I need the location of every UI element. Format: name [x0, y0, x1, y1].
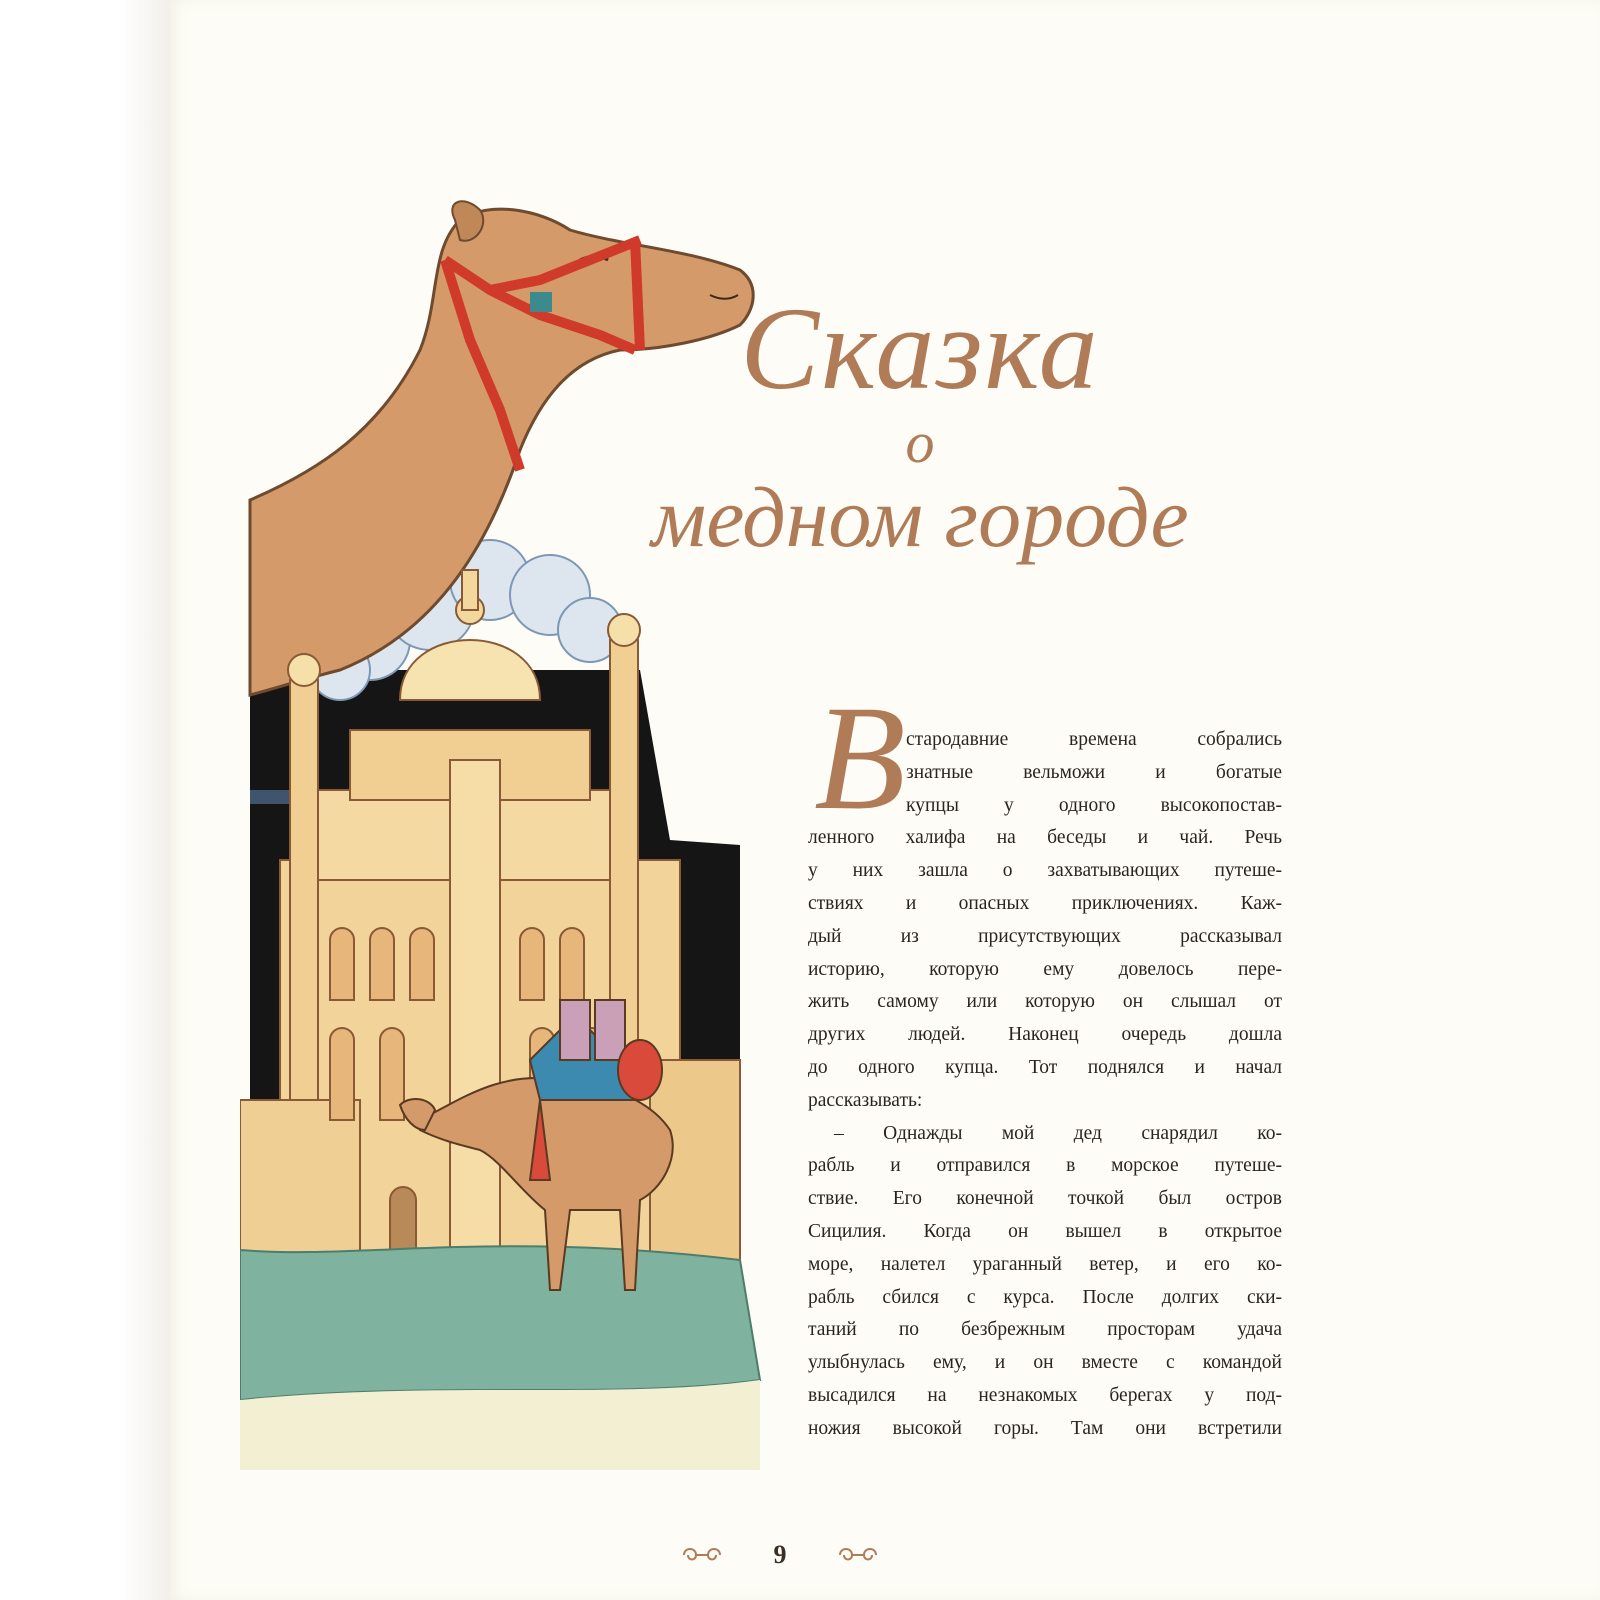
body-line: рабль и отправился в морское путеше- — [808, 1155, 1282, 1177]
body-line: жить самому или которую он слышал от — [808, 991, 1282, 1013]
left-ornament-icon — [680, 1545, 724, 1565]
drop-cap: В — [814, 675, 906, 841]
body-line: до одного купца. Тот поднялся и начал — [808, 1056, 1282, 1078]
title-line-3: медном городе — [651, 469, 1189, 565]
body-line: дый из присутствующих рассказывал — [808, 925, 1282, 947]
title-line-2: о — [905, 410, 935, 475]
right-ornament-icon — [836, 1545, 880, 1565]
body-line: улыбнулась ему, и он вместе с командой — [808, 1352, 1282, 1374]
body-line: у них зашла о захватывающих путеше- — [808, 860, 1282, 882]
body-line: Сицилия. Когда он вышел в открытое — [808, 1220, 1282, 1242]
body-line: знатные вельможи и богатые — [906, 761, 1282, 783]
body-line: таний по безбрежным просторам удача — [808, 1319, 1282, 1341]
body-line: ленного халифа на беседы и чай. Речь — [808, 827, 1282, 849]
body-line: купцы у одного высокопостав- — [906, 794, 1282, 816]
body-line: стародавние времена собрались — [906, 729, 1282, 750]
body-line: ствиях и опасных приключениях. Каж- — [808, 892, 1282, 914]
story-title — [600, 283, 1240, 565]
page-footer — [680, 1535, 880, 1575]
body-line: рассказывать: — [808, 1089, 923, 1111]
title-line-1: Сказка — [740, 283, 1100, 414]
body-line: море, налетел ураганный ветер, и его ко- — [808, 1253, 1282, 1275]
body-line: высадился на незнакомых берегах у под- — [808, 1384, 1282, 1406]
page-number: 9 — [773, 1540, 787, 1569]
body-line: других людей. Наконец очередь дошла — [808, 1024, 1282, 1046]
body-line: ствие. Его конечной точкой был остров — [808, 1188, 1282, 1210]
body-line: ножия высокой горы. Там они встретили — [808, 1417, 1282, 1439]
body-line: историю, которую ему довелось пере- — [808, 958, 1282, 980]
body-line: рабль сбился с курса. После долгих ски- — [808, 1286, 1282, 1308]
story-body — [808, 724, 1282, 1446]
body-line: – Однажды мой дед снарядил ко- — [834, 1122, 1282, 1144]
page-gutter — [0, 0, 170, 1600]
